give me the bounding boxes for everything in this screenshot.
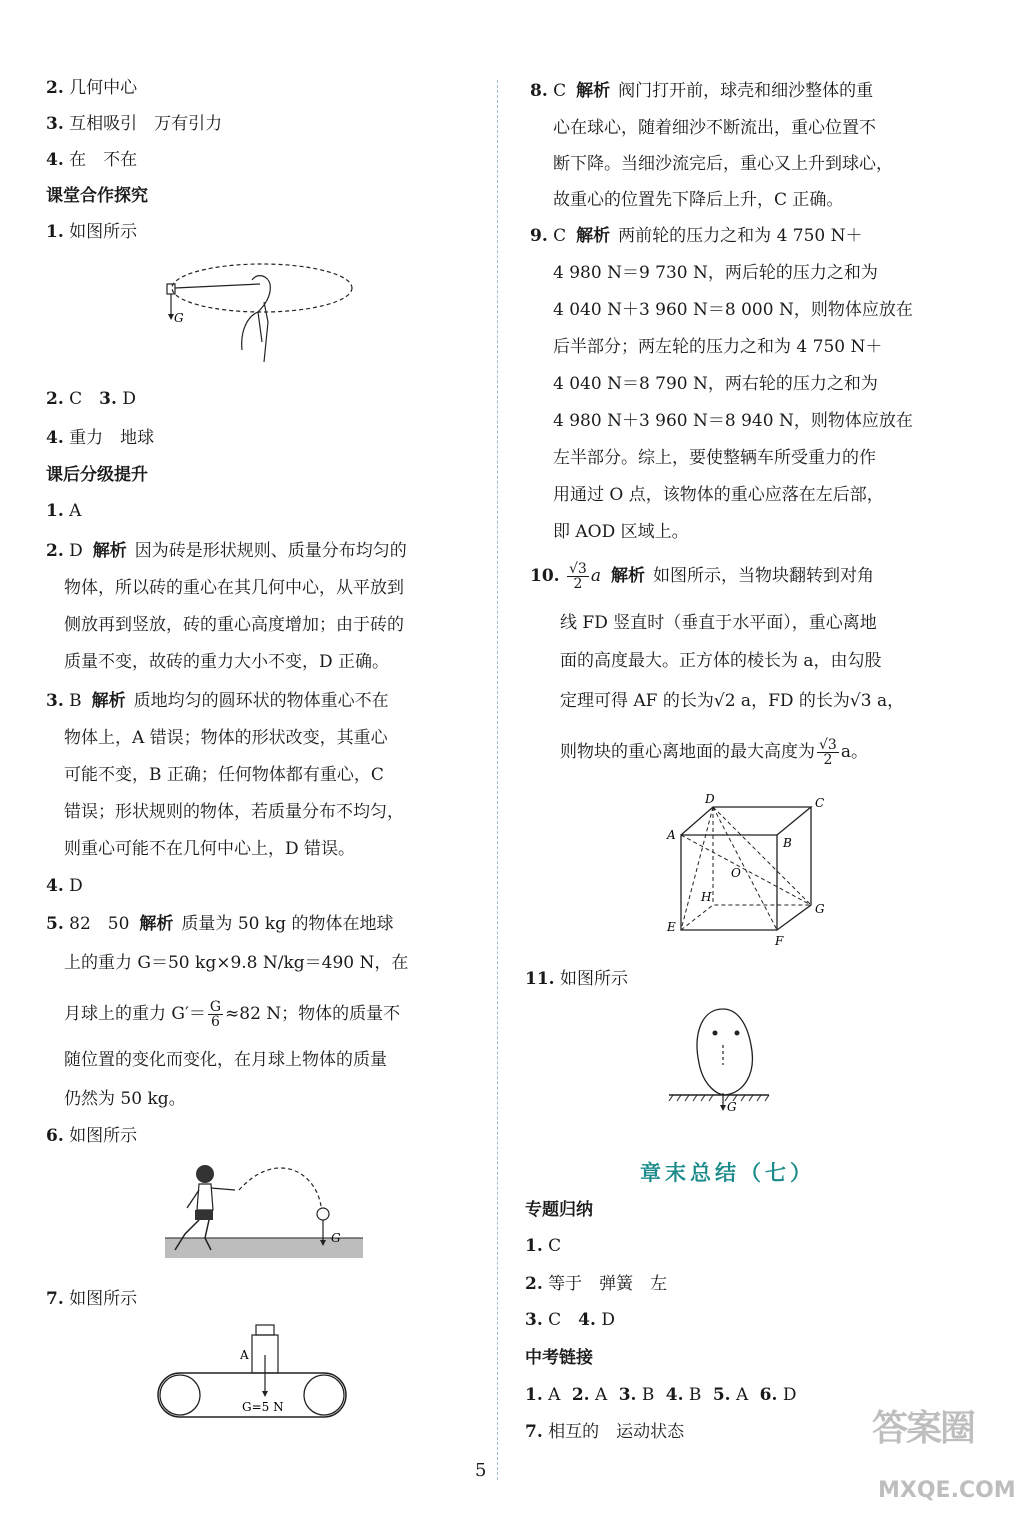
analysis-line: 即 AOD 区域上。 (553, 522, 689, 542)
analysis-line: 4 980 N＝9 730 N，两后轮的压力之和为 (553, 263, 878, 283)
answer-p2 (46, 540, 407, 562)
fraction-denominator: 2 (823, 752, 833, 768)
answer-p3 (46, 690, 389, 712)
analysis-line: 随位置的变化而变化，在月球上物体的质量 (64, 1050, 387, 1070)
answer-number: 4. (46, 150, 64, 170)
figure-label: G=5 N (242, 1400, 284, 1414)
analysis-line: 上的重力 G＝50 kg×9.8 N/kg＝490 N，在 (64, 953, 409, 973)
answer-text: 如图所示 (559, 969, 628, 989)
answer-text: A (548, 1385, 561, 1405)
figure-label: G (727, 1100, 737, 1114)
analysis-line: 质地均匀的圆环状的物体重心不在 (133, 691, 389, 711)
answer-number: 4. (578, 1310, 596, 1330)
section-heading: 课堂合作探究 (46, 186, 148, 206)
answer-s3 (525, 1309, 615, 1331)
figure-cube (665, 792, 835, 950)
answer-text: 相互的 运动状态 (548, 1422, 685, 1442)
figure-irregular-object (665, 1005, 775, 1115)
answer-choice: C (553, 81, 567, 101)
analysis-line: 断下降。当细沙流完后，重心又上升到球心， (553, 154, 893, 174)
answer-text: A (735, 1385, 749, 1405)
vertex-label: E (667, 920, 676, 934)
answer-s2 (525, 1273, 667, 1295)
analysis-line: 故重心的位置先下降后上升，C 正确。 (553, 190, 844, 210)
analysis-line: 物体，所以砖的重心在其几何中心，从平放到 (64, 578, 404, 598)
answer-c2 (46, 388, 136, 410)
analysis-label: 解析 (91, 691, 126, 711)
section-heading: 专题归纳 (525, 1200, 593, 1220)
answer-number: 10. (530, 566, 560, 586)
answer-text: 在 不在 (69, 150, 138, 170)
answer-number: 2. (46, 389, 64, 409)
analysis-text: a。 (840, 742, 868, 762)
answer-number: 1. (46, 501, 64, 521)
vertex-label: D (705, 792, 715, 806)
analysis-label: 解析 (610, 566, 645, 586)
answer-p7 (46, 1288, 137, 1310)
answer-text: 互相吸引 万有引力 (69, 114, 223, 134)
answer-number: 3. (618, 1385, 637, 1405)
answer-z-row (525, 1384, 796, 1406)
analysis-line: 线 FD 竖直时（垂直于水平面），重心离地 (560, 613, 877, 633)
answer-number: 4. (46, 876, 64, 896)
analysis-line: 错误；形状规则的物体，若质量分布不均匀， (64, 802, 404, 822)
figure-circular-motion (160, 262, 360, 382)
fraction-numerator: G (209, 999, 222, 1015)
answer-s1 (525, 1235, 561, 1257)
section-heading: 中考链接 (525, 1348, 593, 1368)
analysis-line: 侧放再到竖放，砖的重心高度增加；由于砖的 (64, 615, 404, 635)
answer-text: D (122, 389, 136, 409)
vertex-label: C (815, 796, 825, 810)
answer-text: D (601, 1310, 615, 1330)
answer-number: 4. (665, 1385, 684, 1405)
analysis-line: 仍然为 50 kg。 (64, 1089, 186, 1109)
answer-3 (46, 113, 222, 135)
analysis-line: 用通过 O 点，该物体的重心应落在左后部， (553, 485, 884, 505)
figure-throwing-boy (165, 1160, 365, 1270)
fraction-numerator: √3 (819, 737, 837, 753)
answer-choice: 82 50 (69, 914, 130, 934)
answer-p6 (46, 1125, 137, 1147)
answer-number: 9. (530, 226, 548, 246)
answer-choice: D (69, 541, 83, 561)
answer-number: 7. (46, 1289, 64, 1309)
fraction-denominator: 6 (210, 1014, 220, 1030)
analysis-label: 解析 (576, 226, 611, 246)
section-heading: 课后分级提升 (46, 465, 148, 485)
analysis-line: 如图所示，当物块翻转到对角 (652, 566, 874, 586)
answer-text: D (69, 876, 83, 896)
analysis-line (64, 1000, 400, 1029)
answer-number: 5. (712, 1385, 731, 1405)
analysis-line: 4 040 N＋3 960 N＝8 000 N，则物体应放在 (553, 300, 913, 320)
answer-text: 等于 弹簧 左 (548, 1274, 668, 1294)
answer-number: 2. (571, 1385, 590, 1405)
answer-text: A (595, 1385, 608, 1405)
answer-number: 2. (525, 1274, 543, 1294)
answer-choice: B (69, 691, 82, 711)
answer-8 (530, 80, 873, 102)
answer-text: C (69, 389, 83, 409)
answer-number: 3. (99, 389, 117, 409)
answer-text: 几何中心 (69, 78, 138, 98)
analysis-line: 阀门打开前，球壳和细沙整体的重 (618, 81, 874, 101)
answer-number: 1. (46, 222, 64, 242)
analysis-line: 两前轮的压力之和为 4 750 N＋ (618, 226, 863, 246)
answer-variable: a (590, 566, 601, 586)
analysis-text: 月球上的重力 G′＝ (64, 1004, 206, 1024)
answer-text: A (69, 501, 82, 521)
analysis-label: 解析 (92, 541, 127, 561)
fraction-denominator: 2 (573, 576, 583, 592)
analysis-line: 物体上，A 错误；物体的形状改变，其重心 (64, 728, 388, 748)
answer-number: 3. (46, 691, 64, 711)
answer-number: 6. (759, 1385, 778, 1405)
answer-p1 (46, 500, 81, 522)
analysis-label: 解析 (576, 81, 611, 101)
answer-number: 1. (525, 1236, 543, 1256)
analysis-line: 4 980 N＋3 960 N＝8 940 N，则物体应放在 (553, 411, 913, 431)
answer-number: 7. (525, 1422, 543, 1442)
analysis-text: ≈82 N；物体的质量不 (225, 1004, 401, 1024)
analysis-line: 面的高度最大。正方体的棱长为 a，由勾股 (560, 651, 882, 671)
analysis-line: 可能不变，B 正确；任何物体都有重心，C (64, 765, 384, 785)
answer-text: 如图所示 (69, 1289, 138, 1309)
vertex-label: F (775, 934, 784, 948)
analysis-line: 左半部分。综上，要使整辆车所受重力的作 (553, 448, 876, 468)
answer-text: D (782, 1385, 797, 1405)
answer-text: C (548, 1310, 562, 1330)
answer-text: 重力 地球 (69, 428, 155, 448)
analysis-line: 心在球心，随着细沙不断流出，重心位置不 (553, 118, 876, 138)
answer-p4 (46, 875, 83, 897)
vertex-label: B (783, 836, 792, 850)
answer-c4 (46, 427, 154, 449)
figure-label: G (174, 311, 184, 325)
answer-text: 如图所示 (69, 222, 138, 242)
chapter-title: 章末总结（七） (640, 1161, 815, 1185)
answer-4 (46, 149, 137, 171)
vertex-label: O (731, 866, 741, 880)
answer-p5 (46, 913, 393, 935)
analysis-text: 则物块的重心离地面的最大高度为 (560, 742, 815, 762)
answer-number: 3. (525, 1310, 543, 1330)
analysis-line: 质量不变，故砖的重力大小不变，D 正确。 (64, 652, 390, 672)
analysis-line: 4 040 N＝8 790 N，两右轮的压力之和为 (553, 374, 878, 394)
answer-text: 如图所示 (69, 1126, 138, 1146)
answer-c1 (46, 221, 137, 243)
figure-conveyor (158, 1325, 348, 1425)
analysis-line: 定理可得 AF 的长为√2 a，FD 的长为√3 a， (560, 691, 905, 711)
answer-number: 3. (46, 114, 64, 134)
vertex-label: H (701, 890, 712, 904)
fraction (208, 1000, 223, 1029)
answer-choice: C (553, 226, 567, 246)
analysis-line: 后半部分；两左轮的压力之和为 4 750 N＋ (553, 337, 883, 357)
answer-number: 11. (525, 969, 555, 989)
answer-number: 6. (46, 1126, 64, 1146)
answer-9 (530, 225, 863, 247)
watermark-logo (872, 1400, 1016, 1515)
answer-number: 4. (46, 428, 64, 448)
vertex-label: A (667, 828, 676, 842)
watermark-url: MXQE.COM (878, 1478, 1016, 1503)
analysis-line: 因为砖是形状规则、质量分布均匀的 (134, 541, 407, 561)
fraction (817, 738, 839, 767)
answer-text: B (641, 1385, 655, 1405)
answer-number: 2. (46, 541, 64, 561)
answer-number: 2. (46, 78, 64, 98)
answer-10 (530, 562, 874, 591)
analysis-line: 则重心可能不在几何中心上，D 错误。 (64, 839, 356, 859)
answer-number: 1. (525, 1385, 543, 1405)
answer-text: B (688, 1385, 702, 1405)
fraction-numerator: √3 (568, 561, 587, 577)
vertex-label: G (815, 902, 825, 916)
analysis-line (560, 738, 868, 767)
answer-text: C (548, 1236, 562, 1256)
answer-number: 8. (530, 81, 548, 101)
analysis-line: 质量为 50 kg 的物体在地球 (181, 914, 394, 934)
watermark-text: 答案圈 (872, 1408, 975, 1449)
figure-label: A (240, 1348, 249, 1362)
page-number: 5 (475, 1460, 487, 1481)
fraction (567, 562, 589, 591)
analysis-label: 解析 (139, 914, 174, 934)
column-divider (497, 80, 498, 1480)
answer-11 (525, 968, 628, 990)
answer-z7 (525, 1421, 684, 1443)
answer-2 (46, 77, 137, 99)
figure-label: G (331, 1231, 341, 1245)
answer-number: 5. (46, 914, 64, 934)
